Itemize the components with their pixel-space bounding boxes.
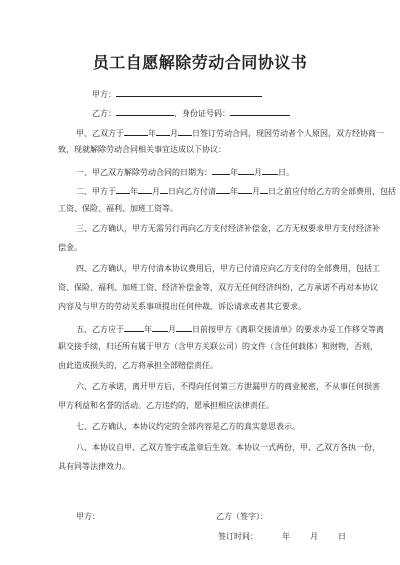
party-a-signature-label: 甲方： — [76, 512, 100, 521]
signing-date-line — [218, 532, 346, 542]
para-1-text-a: 甲、乙双方于 — [76, 129, 124, 138]
para-3-text-b: 日向乙方付清 — [168, 187, 216, 196]
para-3-line-2: 工资、保险、福利、加班工资等。 — [58, 204, 178, 213]
blank — [212, 166, 230, 175]
party-b-line — [92, 107, 290, 119]
blank — [262, 166, 278, 175]
blank — [260, 185, 268, 194]
para-5-line-1: 四、乙方确认，甲方付清本协议费用后，甲方已付清应向乙方支付的全部费用，包括工 — [76, 264, 380, 273]
para-2-line-1 — [76, 166, 294, 178]
party-a-label: 甲方： — [92, 90, 116, 99]
blank — [216, 185, 230, 194]
month-label: 月 — [152, 187, 160, 196]
blank — [152, 323, 168, 332]
month-label: 月 — [168, 325, 176, 334]
blank — [178, 127, 192, 136]
para-6-line-2: 职交接手续，归还所有属于甲方（含甲方关联公司）的文件（含任何载体）和财物，否则， — [58, 342, 378, 351]
para-4-line-2: 偿金。 — [58, 243, 82, 252]
para-5-line-2: 资、保险、福利、加班工资、经济补偿金等，双方无任何经济纠纷，乙方承诺不再对本协议 — [58, 283, 378, 292]
para-7-line-1: 六、乙方承诺，离开甲方后，不得向任何第三方泄漏甲方的商业秘密，不从事任何损害 — [76, 382, 380, 391]
party-a-blank — [116, 88, 262, 97]
para-7-line-2: 甲方利益和名誉的活动。乙方违约的，愿承担相应法律责任。 — [58, 401, 274, 410]
blank — [156, 127, 170, 136]
id-number-blank — [230, 107, 290, 116]
signing-time-label: 签订时间： — [218, 532, 258, 541]
para-8-line-1: 七、乙方确认，本协议约定的全部内容是乙方的真实意思表示。 — [76, 422, 300, 431]
year-label: 年 — [144, 325, 152, 334]
para-9-line-2: 具有同等法律效力。 — [58, 462, 130, 471]
day-label: 日 — [338, 532, 346, 541]
para-1-line-2: 致，现就解除劳动合同相关事宜达成以下协议： — [58, 145, 226, 154]
para-1-line-1 — [76, 127, 384, 139]
party-b-label: 乙方： — [92, 109, 116, 118]
para-5-line-3: 内容及与甲方的劳动关系事项提出任何仲裁、诉讼请求或者其它要求。 — [58, 302, 306, 311]
blank — [138, 185, 152, 194]
month-label: 月 — [252, 187, 260, 196]
party-a-line — [92, 88, 262, 100]
year-label: 年 — [148, 129, 156, 138]
year-label: 年 — [130, 187, 138, 196]
blank — [124, 127, 148, 136]
party-b-name-blank — [116, 107, 174, 116]
para-6-text-b: 日前按甲方《离职交接清单》的要求办妥工作移交等离 — [192, 325, 384, 334]
para-6-line-1 — [76, 323, 384, 335]
year-label: 年 — [230, 168, 238, 177]
day-label: 日。 — [278, 168, 294, 177]
para-2-text: 一、甲乙双方解除劳动合同的日期为： — [76, 168, 212, 177]
month-label: 月 — [310, 532, 318, 541]
blank — [238, 185, 252, 194]
blank — [124, 323, 144, 332]
para-6-text-a: 五、乙方应于 — [76, 325, 124, 334]
blank — [160, 185, 168, 194]
para-9-line-1: 八、本协议自甲、乙双方签字或盖章后生效。本协议一式两份，甲、乙双方各执一份， — [76, 443, 380, 452]
blank — [176, 323, 192, 332]
document-title: 员工自愿解除劳动合同协议书 — [92, 53, 308, 72]
para-3-line-1 — [76, 185, 396, 197]
para-3-text-a: 二、甲方于 — [76, 187, 116, 196]
para-1-text-b: 日签订劳动合同，现因劳动者个人原因，双方经协商一 — [192, 129, 384, 138]
para-6-line-3: 由此造成损失的，乙方将承担全部赔偿责任。 — [58, 361, 218, 370]
blank — [116, 185, 130, 194]
party-b-signature-label: 乙方（签字）： — [216, 512, 268, 521]
year-label: 年 — [230, 187, 238, 196]
id-label: ，身份证号码： — [174, 109, 230, 118]
year-label: 年 — [282, 532, 290, 541]
blank — [238, 166, 254, 175]
para-3-text-c: 日之前应付给乙方的全部费用，包括 — [268, 187, 396, 196]
para-4-line-1: 三、乙方确认，甲方无需另行再向乙方支付经济补偿金，乙方无权要求甲方支付经济补 — [76, 224, 380, 233]
month-label: 月 — [254, 168, 262, 177]
month-label: 月 — [170, 129, 178, 138]
